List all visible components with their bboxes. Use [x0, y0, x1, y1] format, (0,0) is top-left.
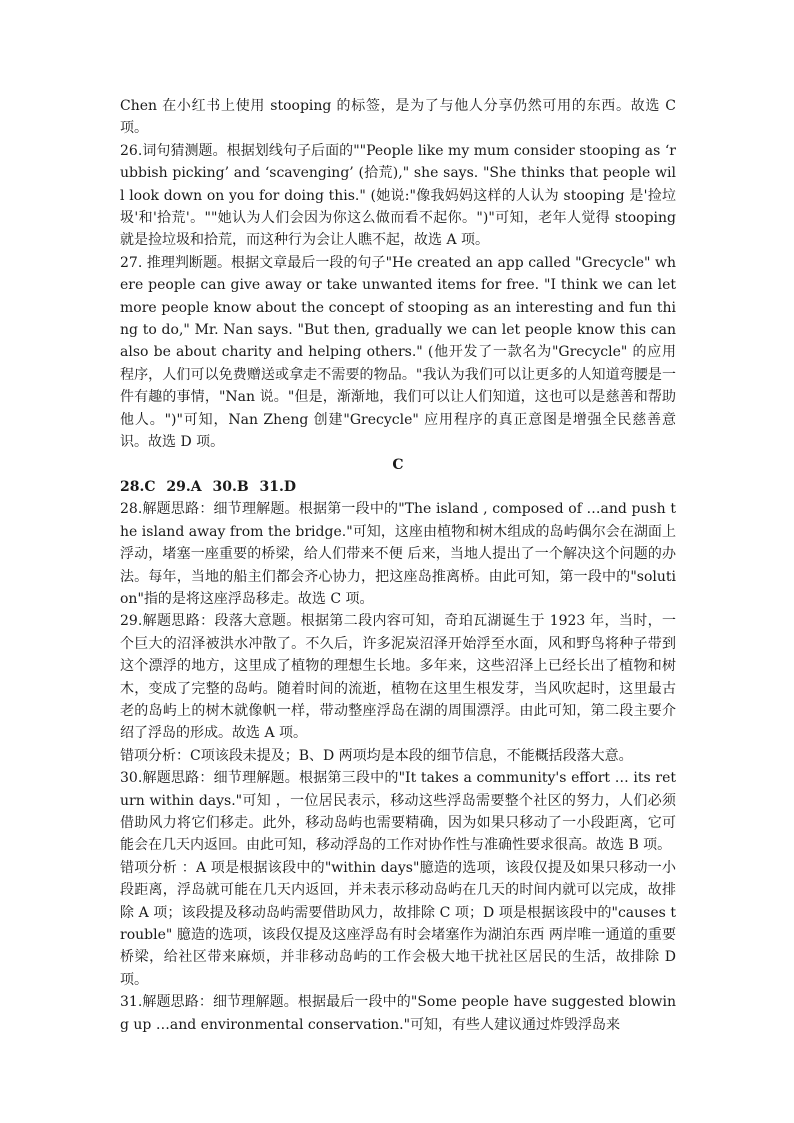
question-30-error-analysis: 错项分析 ：A 项是根据该段中的"within days"臆造的选项，该段仅提及如果只移动一小段距离，浮岛就可能在几天内返回，并未表示移动岛屿在几天的时间内就可以完成，故排除 A 项；该段提及移动岛屿需要借助风力，故排除 C 项；D 项是根据该段中的"causes trouble" 臆造的选项，该段仅提及这座浮岛有时会堵塞作为湖泊东西 两岸唯一通道的重要桥梁，给社区带来麻烦，并非移动岛屿的工作会极大地干扰社区居民的生活，故排除 D 项。 — [120, 859, 676, 988]
question-29-explanation: 29.解题思路：段落大意题。根据第二段内容可知，奇珀瓦湖诞生于 1923 年，当时，一个巨大的沼泽被洪水冲散了。不久后，许多泥炭沼泽开始浮至水面，风和野鸟将种子带到这个漂浮的地方，这里成了植物的理想生长地。多年来，这些沼泽上已经长出了植物和树木，变成了完整的岛屿。随着时间的流逝，植物在这里生根发芽，当风吹起时，这里最古老的岛屿上的树木就像帆一样，带动整座浮岛在湖的周围漂浮。由此可知，第二段主要介绍了浮岛的形成。故选 A 项。 — [120, 613, 676, 742]
question-28-explanation: 28.解题思路：细节理解题。根据第一段中的"The island , composed of …and push the island away from the bridge."可知，这座由植物和树木组成的岛屿偶尔会在湖面上浮动，堵塞一座重要的桥梁，给人们带来不便 后来，当地人提出了一个解决这个问题的办法。每年，当地的船主们都会齐心协力，把这座岛推离桥。由此可知，第一段中的"solution"指的是将这座浮岛移走。故选 C 项。 — [120, 501, 676, 607]
section-c-answer-key: 28.C 29.A 30.B 31.D — [120, 478, 297, 495]
question-31-explanation: 31.解题思路：细节理解题。根据最后一段中的"Some people have suggested blowing up …and environmental conservation."可知，有些人建议通过炸毁浮岛来 — [120, 994, 676, 1033]
section-c-title: C — [392, 456, 404, 473]
question-29-error-analysis: 错项分析：C项该段未提及；B、D 两项均是本段的细节信息，不能概括段落大意。 — [120, 747, 633, 764]
question-30-explanation: 30.解题思路：细节理解题。根据第三段中的"It takes a community's effort … its return within days."可知 ，一位居民表示，移动这些浮岛需要整个社区的努力，人们必须借助风力将它们移走。此外，移动岛屿也需要精确，因为如果只移动了一小段距离，它可能会在几天内返回。由此可知，移动浮岛的工作对协作性与准确性要求很高。故选 B 项。 — [120, 770, 676, 854]
document-body — [120, 95, 676, 1036]
question-27-explanation: 27. 推理判断题。根据文章最后一段的句子"He created an app called "Grecycle" where people can give away or take unwanted items for free. "I think we can let more people know about the concept of stooping as an interesting and fun thing to do," Mr. Nan says. "But then, gradually we can let people know this can also be about charity and helping others." (他开发了一款名为"Grecycle" 的应用程序，人们可以免费赠送或拿走不需要的物品。"我认为我们可以让更多的人知道弯腰是一件有趣的事情，"Nan 说。"但是，渐渐地，我们可以让人们知道，这也可以是慈善和帮助他人。")"可知，Nan Zheng 创建"Grecycle" 应用程序的真正意图是增强全民慈善意识。故选 D 项。 — [120, 254, 676, 451]
question-26-explanation: 26.词句猜测题。根据划线句子后面的""People like my mum consider stooping as ‘rubbish picking’ and ‘scavenging’ (拾荒)," she says. "She thinks that people will look down on you for doing this." (她说:"像我妈妈这样的人认为 stooping 是'捡垃圾'和'拾荒'。""她认为人们会因为你这么做而看不起你。")"可知，老年人觉得 stooping 就是捡垃圾和拾荒，而这种行为会让人瞧不起，故选 A 项。 — [120, 142, 676, 249]
answer-continuation-paragraph: Chen 在小红书上使用 stooping 的标签，是为了与他人分享仍然可用的东西。故选 C项。 — [120, 98, 676, 137]
